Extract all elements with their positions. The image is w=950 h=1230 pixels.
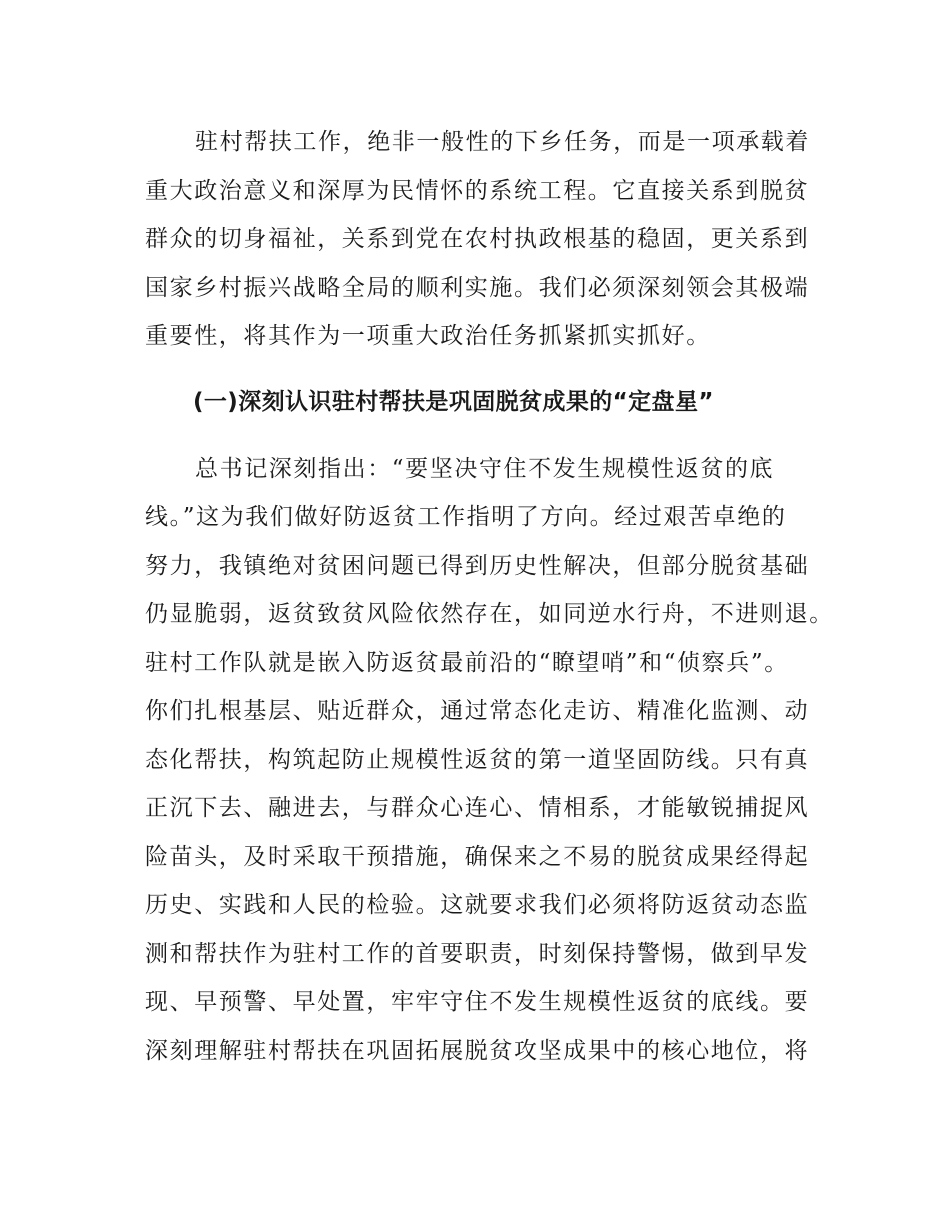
text-line: 驻村帮扶工作，绝非一般性的下乡任务，而是一项承载着: [195, 129, 810, 155]
text-line: 线。”这为我们做好防返贫工作指明了方向。经过艰苦卓绝的: [145, 504, 787, 530]
text-line: 测和帮扶作为驻村工作的首要职责，时刻保持警惕，做到早发: [145, 940, 810, 967]
text-line: 仍显脆弱，返贫致贫风险依然存在，如同逆水行舟，不进则退。: [145, 601, 834, 627]
section-heading: (一)深刻认识驻村帮扶是巩固脱贫成果的“定盘星”: [193, 388, 714, 415]
text-line: 历史、实践和人民的检验。这就要求我们必须将防返贫动态监: [145, 892, 810, 918]
text-line: 总书记深刻指出：“要坚决守住不发生规模性返贫的底: [195, 455, 775, 482]
text-line: 驻村工作队就是嵌入防返贫最前沿的“瞭望哨”和“侦察兵”。: [145, 649, 789, 676]
text-line: 深刻理解驻村帮扶在巩固拓展脱贫攻坚成果中的核心地位，将: [145, 1037, 810, 1064]
document-body: [145, 118, 834, 1075]
text-line: 态化帮扶，构筑起防止规模性返贫的第一道坚固防线。只有真: [145, 746, 810, 773]
text-line: 重大政治意义和深厚为民情怀的系统工程。它直接关系到脱贫: [145, 177, 810, 204]
text-line: 群众的切身福祉，关系到党在农村执政根基的稳固，更关系到: [145, 226, 810, 252]
paragraph-body: [145, 445, 834, 1076]
text-line: 你们扎根基层、贴近群众，通过常态化走访、精准化监测、动: [145, 698, 810, 724]
text-line: 正沉下去、融进去，与群众心连心、情相系，才能敏锐捕捉风: [145, 795, 810, 821]
text-line: 险苗头，及时采取干预措施，确保来之不易的脱贫成果经得起: [145, 843, 810, 870]
text-line: 努力，我镇绝对贫困问题已得到历史性解决，但部分脱贫基础: [145, 552, 810, 579]
text-line: 重要性，将其作为一项重大政治任务抓紧抓实抓好。: [145, 323, 711, 349]
text-line: 现、早预警、早处置，牢牢守住不发生规模性返贫的底线。要: [145, 989, 810, 1015]
paragraph-intro: [145, 118, 810, 361]
text-line: 国家乡村振兴战略全局的顺利实施。我们必须深刻领会其极端: [145, 274, 810, 301]
